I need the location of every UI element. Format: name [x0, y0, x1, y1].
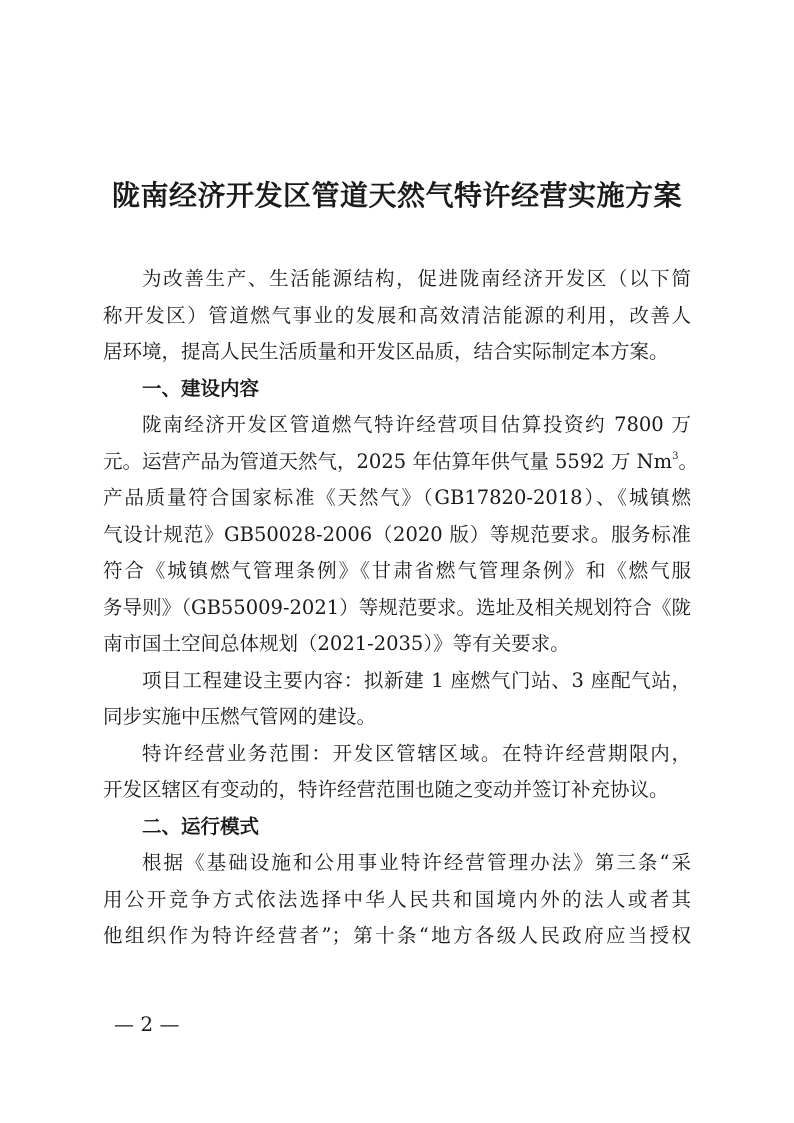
text-line-with-superscript [103, 444, 698, 481]
paragraph-project-content [103, 663, 691, 736]
paragraph-business-scope [103, 736, 691, 809]
section-heading-construction: 一、建设内容 [142, 376, 260, 400]
text-line: 居环境，提高人民生活质量和开发区品质，结合实际制定本方案。 [103, 340, 669, 363]
text-line: 产品质量符合国家标准《天然气》（GB17820-2018）、《城镇燃 [103, 486, 691, 509]
text-line: 为改善生产、生活能源结构，促进陇南经济开发区（以下简 [142, 267, 691, 290]
text-line: 特许经营业务范围：开发区管辖区域。在特许经营期限内， [142, 741, 691, 765]
text-line: 务导则》（GB55009-2021）等规范要求。选址及相关规划符合《陇 [103, 595, 691, 619]
text-line: 陇南经济开发区管道燃气特许经营项目估算投资约 7800 万 [142, 413, 691, 436]
page-number: — 2 — [114, 1012, 180, 1036]
text-segment: 元。运营产品为管道天然气，2025 年估算年供气量 5592 万 Nm [103, 449, 673, 473]
text-line: 气设计规范》GB50028-2006（2020 版）等规范要求。服务标准 [103, 522, 691, 546]
text-line: 南市国土空间总体规划（2021-2035）》等有关要求。 [103, 632, 570, 655]
paragraph-construction [103, 407, 698, 663]
paragraph-intro [103, 261, 691, 371]
text-line: 同步实施中压燃气管网的建设。 [103, 705, 377, 728]
text-line: 用公开竞争方式依法选择中华人民共和国境内外的法人或者其 [103, 887, 691, 911]
text-line: 开发区辖区有变动的，特许经营范围也随之变动并签订补充协议。 [103, 778, 669, 801]
text-line: 根据《基础设施和公用事业特许经营管理办法》第三条“采 [142, 851, 691, 874]
section-heading-operation: 二、运行模式 [142, 814, 260, 838]
text-line: 项目工程建设主要内容：拟新建 1 座燃气门站、3 座配气站， [142, 668, 691, 692]
text-segment: 。 [678, 449, 698, 473]
document-title: 陇南经济开发区管道天然气特许经营实施方案 [111, 179, 682, 212]
text-line: 他组织作为特许经营者”；第十条“地方各级人民政府应当授权 [103, 924, 691, 947]
text-line: 称开发区）管道燃气事业的发展和高效清洁能源的利用，改善人 [103, 303, 691, 327]
text-line: 符合《城镇燃气管理条例》《甘肃省燃气管理条例》和《燃气服 [103, 559, 691, 582]
document-body [103, 261, 698, 955]
superscript: 3 [672, 450, 679, 462]
paragraph-operation [103, 845, 691, 955]
